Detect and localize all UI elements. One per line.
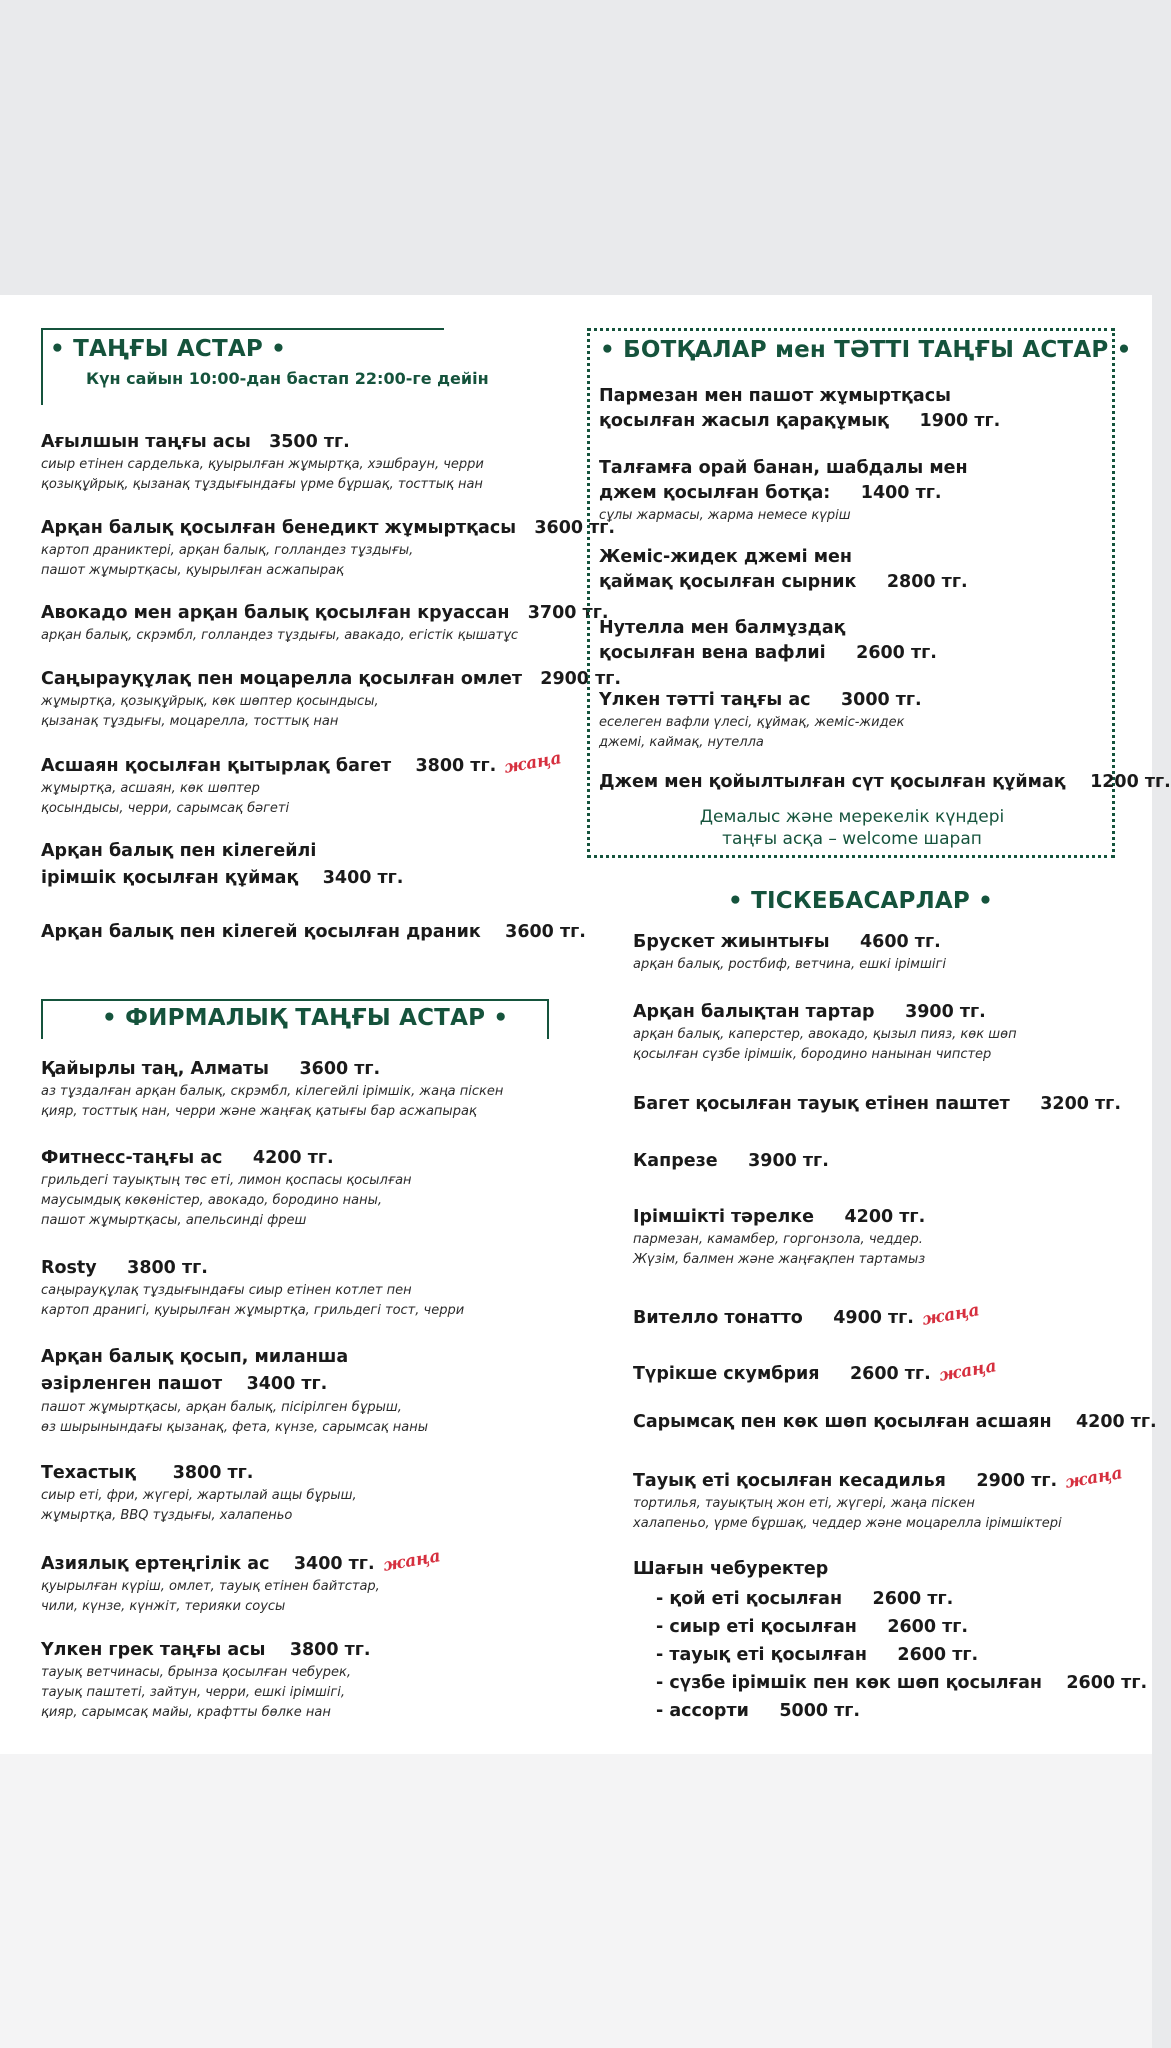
snack-item bbox=[633, 930, 946, 975]
breakfast-item bbox=[41, 601, 608, 646]
item-desc: картоп драниктері, арқан балық, голландез тұздығы, bbox=[41, 543, 414, 558]
item-desc: аз тұздалған арқан балық, скрэмбл, кілегейлі ірімшік, жаңа піскен bbox=[41, 1084, 504, 1099]
item-name: Үлкен тәтті таңғы ас bbox=[599, 690, 811, 710]
item-desc: пармезан, камамбер, горгонзола, чеддер. bbox=[633, 1232, 923, 1247]
new-badge: жаңа bbox=[1063, 1463, 1125, 1493]
breakfast-item bbox=[41, 838, 403, 892]
snack-item bbox=[633, 1092, 1121, 1117]
item-name: Капрезе bbox=[633, 1151, 718, 1171]
note-line: Демалыс және мерекелік күндері bbox=[699, 807, 1005, 827]
variant-price: 2600 тг. bbox=[887, 1617, 969, 1637]
variant-line bbox=[633, 1585, 1147, 1613]
item-name: Техастық bbox=[41, 1463, 137, 1483]
item-desc: қосындысы, черри, сарымсақ бәгеті bbox=[41, 801, 290, 816]
item-desc: тауық паштеті, зайтун, черри, ешкі ірімшігі, bbox=[41, 1685, 345, 1700]
porridge-item bbox=[599, 770, 1171, 795]
variant-label: - қой еті қосылған bbox=[656, 1589, 843, 1609]
porridge-item bbox=[599, 456, 968, 526]
item-price: 2900 тг. bbox=[976, 1471, 1058, 1491]
item-price: 3400 тг. bbox=[322, 868, 404, 888]
snack-item bbox=[633, 1205, 925, 1270]
snack-item bbox=[633, 1463, 1125, 1534]
item-desc: еселеген вафли үлесі, құймақ, жеміс-жидек bbox=[599, 715, 905, 730]
signature-item bbox=[41, 1344, 428, 1438]
variant-price: 2600 тг. bbox=[897, 1645, 979, 1665]
item-name: Арқан балық қосып, миланша әзірленген пашот bbox=[41, 1347, 349, 1394]
item-desc: қияр, тосттық нан, черри және жаңғақ қатығы бар асжапырақ bbox=[41, 1104, 477, 1119]
item-desc: грильдегі тауықтың төс еті, лимон қоспасы қосылған bbox=[41, 1173, 412, 1188]
breakfast-item bbox=[41, 430, 484, 495]
variant-line bbox=[633, 1697, 1147, 1725]
new-badge: жаңа bbox=[381, 1546, 442, 1576]
item-desc: қуырылған күріш, омлет, тауық етінен байтстар, bbox=[41, 1579, 380, 1594]
item-price: 3600 тг. bbox=[505, 922, 586, 942]
item-desc: арқан балық, скрэмбл, голландез тұздығы, авакадо, егістік қышатұс bbox=[41, 628, 518, 643]
porridge-section-title: • БОТҚАЛАР мен ТӘТТІ ТАҢҒЫ АСТАР • bbox=[600, 337, 1132, 363]
item-price: 3400 тг. bbox=[293, 1554, 375, 1574]
item-name: Тауық еті қосылған кесадилья bbox=[633, 1471, 946, 1491]
porridge-item bbox=[599, 545, 968, 595]
item-price: 3500 тг. bbox=[269, 432, 350, 452]
chebureki-item bbox=[633, 1557, 1147, 1725]
item-desc: тортилья, тауықтың жон еті, жүгері, жаңа піскен bbox=[633, 1496, 975, 1511]
item-desc: сиыр етінен сарделька, қуырылған жұмыртқа, хэшбраун, черри bbox=[41, 457, 484, 472]
item-price: 1200 тг. bbox=[1090, 772, 1171, 792]
item-desc: сұлы жармасы, жарма немесе күріш bbox=[599, 508, 851, 523]
signature-item bbox=[41, 1638, 371, 1723]
item-name: Арқан балық пен кілегейлі ірімшік қосылған құймақ bbox=[41, 841, 317, 888]
item-price: 3800 тг. bbox=[415, 756, 497, 776]
snack-item bbox=[633, 1356, 998, 1387]
item-name: Үлкен грек таңғы асы bbox=[41, 1640, 266, 1660]
item-price: 3200 тг. bbox=[1040, 1094, 1121, 1114]
bottom-blank-area bbox=[0, 1754, 1152, 2048]
variant-label: - сиыр еті қосылған bbox=[656, 1617, 857, 1637]
item-name: Түрікше скумбрия bbox=[633, 1364, 820, 1384]
item-price: 3900 тг. bbox=[905, 1002, 986, 1022]
item-desc: қызанақ тұздығы, моцарелла, тосттық нан bbox=[41, 714, 339, 729]
item-desc: тауық ветчинасы, брынза қосылған чебурек, bbox=[41, 1665, 352, 1680]
item-name: Сарымсақ пен көк шөп қосылған асшаян bbox=[633, 1412, 1052, 1432]
item-price: 3600 тг. bbox=[534, 518, 616, 538]
item-name: Ағылшын таңғы асы bbox=[41, 432, 251, 452]
item-desc: маусымдық көкөністер, авокадо, бородино наны, bbox=[41, 1193, 383, 1208]
item-name: Азиялық ертеңгілік ас bbox=[41, 1554, 270, 1574]
variant-line bbox=[633, 1613, 1147, 1641]
variant-price: 2600 тг. bbox=[872, 1589, 954, 1609]
item-name: Джем мен қойылтылған сүт қосылған құймақ bbox=[599, 772, 1066, 792]
item-name: Асшаян қосылған қытырлақ багет bbox=[41, 756, 392, 776]
item-price: 1900 тг. bbox=[919, 411, 1001, 431]
item-price: 1400 тг. bbox=[860, 483, 942, 503]
variant-label: - ассорти bbox=[656, 1701, 749, 1721]
variant-price: 2600 тг. bbox=[1066, 1673, 1148, 1693]
new-badge: жаңа bbox=[502, 748, 564, 778]
breakfast-item bbox=[41, 748, 564, 819]
item-desc: сиыр еті, фри, жүгері, жартылай ащы бұрыш, bbox=[41, 1488, 357, 1503]
variant-line bbox=[633, 1641, 1147, 1669]
item-price: 4900 тг. bbox=[833, 1308, 914, 1328]
signature-item bbox=[41, 1256, 464, 1321]
item-desc: қосылған сүзбе ірімшік, бородино нанынан чипстер bbox=[633, 1047, 992, 1062]
breakfast-item bbox=[41, 516, 615, 581]
item-desc: өз шырынындағы қызанақ, фета, күнзе, сарымсақ наны bbox=[41, 1420, 428, 1435]
snack-item bbox=[633, 1000, 1017, 1065]
item-price: 3700 тг. bbox=[527, 603, 609, 623]
variant-price: 5000 тг. bbox=[779, 1701, 861, 1721]
item-name: Қайырлы таң, Алматы bbox=[41, 1059, 269, 1079]
item-name: Rosty bbox=[41, 1258, 97, 1278]
item-price: 2600 тг. bbox=[856, 643, 937, 663]
variant-label: - сүзбе ірімшік пен көк шөп қосылған bbox=[656, 1673, 1042, 1693]
porridge-item bbox=[599, 688, 922, 753]
item-name: Талғамға орай банан, шабдалы мен джем қосылған ботқа: bbox=[599, 458, 968, 503]
item-price: 3400 тг. bbox=[246, 1374, 328, 1394]
breakfast-item bbox=[41, 920, 586, 945]
variant-line bbox=[633, 1669, 1147, 1697]
item-desc: картоп дранигі, қуырылған жұмыртқа, грильдегі тост, черри bbox=[41, 1303, 465, 1318]
item-desc: қияр, сарымсақ майы, крафтты бөлке нан bbox=[41, 1705, 331, 1720]
item-name: Арқан балық пен кілегей қосылған драник bbox=[41, 922, 481, 942]
item-price: 2900 тг. bbox=[540, 669, 622, 689]
top-blank-area bbox=[0, 0, 1152, 295]
item-desc: чили, күнзе, күнжіт, терияки соусы bbox=[41, 1599, 286, 1614]
item-desc: пашот жұмыртқасы, апельсинді фреш bbox=[41, 1213, 307, 1228]
new-badge: жаңа bbox=[920, 1300, 982, 1330]
item-desc: жұмыртқа, BBQ тұздығы, халапеньо bbox=[41, 1508, 293, 1523]
item-name: Ірімшікті тәрелке bbox=[633, 1207, 815, 1227]
item-desc: пашот жұмыртқасы, арқан балық, пісірілген бұрыш, bbox=[41, 1400, 402, 1415]
item-desc: пашот жұмыртқасы, қуырылған асжапырақ bbox=[41, 563, 344, 578]
variant-label: - тауық еті қосылған bbox=[656, 1645, 867, 1665]
item-price: 2600 тг. bbox=[849, 1364, 931, 1384]
breakfast-item bbox=[41, 667, 621, 732]
item-desc: джемі, каймақ, нутелла bbox=[599, 735, 764, 750]
item-name: Брускет жиынтығы bbox=[633, 932, 830, 952]
item-desc: арқан балық, каперстер, авокадо, қызыл пияз, көк шөп bbox=[633, 1027, 1017, 1042]
item-desc: жұмыртқа, асшаян, көк шөптер bbox=[41, 781, 260, 796]
welcome-wine-note bbox=[600, 806, 1104, 850]
item-desc: жұмыртқа, қозықұйрық, көк шөптер қосындысы, bbox=[41, 694, 379, 709]
breakfast-section-title: • ТАҢҒЫ АСТАР • bbox=[50, 336, 287, 362]
porridge-item bbox=[599, 616, 937, 666]
item-price: 2800 тг. bbox=[886, 572, 968, 592]
item-price: 4200 тг. bbox=[844, 1207, 926, 1227]
item-price: 3800 тг. bbox=[127, 1258, 208, 1278]
item-price: 4600 тг. bbox=[860, 932, 941, 952]
item-price: 3600 тг. bbox=[299, 1059, 381, 1079]
chebureki-variants bbox=[633, 1585, 1147, 1725]
item-name: Багет қосылған тауық етінен паштет bbox=[633, 1094, 1010, 1114]
snack-item bbox=[633, 1149, 829, 1174]
item-price: 3000 тг. bbox=[840, 690, 922, 710]
porridge-item bbox=[599, 384, 1000, 434]
item-price: 3800 тг. bbox=[289, 1640, 371, 1660]
note-line: таңғы асқа – welcome шарап bbox=[722, 829, 982, 849]
item-name: Вителло тонатто bbox=[633, 1308, 803, 1328]
item-name: Пармезан мен пашот жұмыртқасы қосылған жасыл қарақұмық bbox=[599, 386, 951, 431]
snack-item bbox=[633, 1300, 982, 1331]
item-price: 4200 тг. bbox=[1075, 1412, 1157, 1432]
item-name: Жеміс-жидек джемі мен қаймақ қосылған сырник bbox=[599, 547, 857, 592]
item-name: Арқан балықтан тартар bbox=[633, 1002, 875, 1022]
item-name: Авокадо мен арқан балық қосылған круассан bbox=[41, 603, 510, 623]
signature-item bbox=[41, 1057, 503, 1122]
item-price: 3800 тг. bbox=[172, 1463, 254, 1483]
new-badge: жаңа bbox=[937, 1356, 998, 1386]
item-name: Арқан балық қосылған бенедикт жұмыртқасы bbox=[41, 518, 517, 538]
item-name: Саңырауқұлақ пен моцарелла қосылған омлет bbox=[41, 669, 522, 689]
item-name: Шағын чебуректер bbox=[633, 1559, 829, 1579]
item-desc: халапеньо, үрме бұршақ, чеддер және моцарелла ірімшіктері bbox=[633, 1516, 1062, 1531]
item-name: Фитнесс-таңғы ас bbox=[41, 1148, 223, 1168]
signature-section-title: • ФИРМАЛЫҚ ТАҢҒЫ АСТАР • bbox=[102, 1005, 509, 1031]
signature-item bbox=[41, 1146, 412, 1231]
breakfast-hours: Күн сайын 10:00-дан бастап 22:00-ге дейін bbox=[86, 369, 489, 388]
item-desc: қозықұйрық, қызанақ тұздығындағы үрме бұршақ, тосттық нан bbox=[41, 477, 483, 492]
signature-item bbox=[41, 1546, 442, 1617]
item-desc: арқан балық, ростбиф, ветчина, ешкі ірімшігі bbox=[633, 957, 946, 972]
item-name: Нутелла мен балмұздақ қосылған вена вафлиі bbox=[599, 618, 846, 663]
snack-item bbox=[633, 1410, 1157, 1435]
item-desc: Жүзім, балмен және жаңғақпен тартамыз bbox=[633, 1252, 926, 1267]
item-price: 3900 тг. bbox=[748, 1151, 829, 1171]
item-desc: саңырауқұлақ тұздығындағы сиыр етінен котлет пен bbox=[41, 1283, 412, 1298]
snacks-section-title: • ТІСКЕБАСАРЛАР • bbox=[728, 888, 994, 914]
item-price: 4200 тг. bbox=[252, 1148, 334, 1168]
signature-item bbox=[41, 1461, 357, 1526]
